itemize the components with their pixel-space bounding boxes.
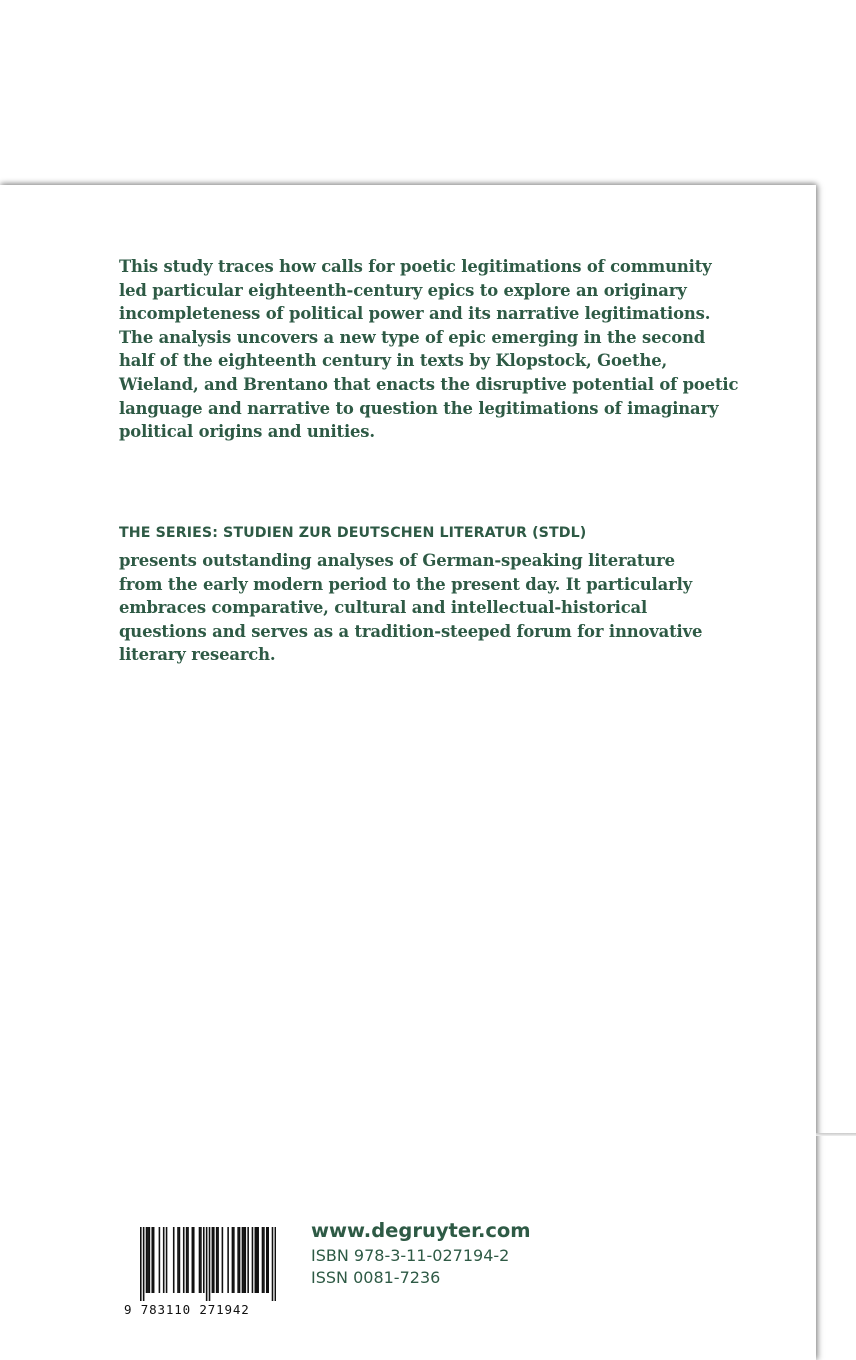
barcode-bar xyxy=(187,1227,189,1293)
page-edge-line xyxy=(816,1133,856,1136)
barcode-bar xyxy=(213,1227,215,1293)
barcode-bar xyxy=(179,1227,181,1293)
barcode-bar xyxy=(256,1227,258,1293)
top-background xyxy=(0,0,856,185)
barcode-bar xyxy=(209,1227,211,1301)
barcode-bar xyxy=(166,1227,168,1293)
barcode-bar xyxy=(262,1227,264,1293)
barcode-bar xyxy=(239,1227,241,1293)
barcode-bar xyxy=(232,1227,234,1293)
barcode-bar xyxy=(266,1227,268,1293)
barcode-bars xyxy=(140,1227,276,1301)
barcode-bar xyxy=(275,1227,276,1301)
barcode-bar xyxy=(252,1227,254,1293)
barcode-bar xyxy=(255,1227,257,1293)
barcode-bar xyxy=(216,1227,218,1293)
barcode-bar xyxy=(149,1227,151,1293)
barcode-bar xyxy=(272,1227,274,1301)
barcode-bar xyxy=(183,1227,185,1293)
barcode-bar xyxy=(217,1227,219,1293)
barcode-bar xyxy=(177,1227,179,1293)
barcode-bar xyxy=(242,1227,244,1293)
barcode-bar xyxy=(212,1227,214,1293)
barcode-bar xyxy=(146,1227,148,1293)
barcode-bar xyxy=(140,1227,142,1301)
barcode-bar xyxy=(267,1227,269,1293)
barcode-bar xyxy=(257,1227,259,1293)
barcode-bar xyxy=(237,1227,239,1293)
barcode-bar xyxy=(227,1227,229,1293)
barcode-bar xyxy=(192,1227,194,1293)
isbn-number: ISBN 978-3-11-027194-2 xyxy=(311,1246,510,1265)
barcode-bar xyxy=(143,1227,145,1301)
book-description: This study traces how calls for poetic legitimations of community led particular eighteenth-century epics to explore an originary incompleteness of political power and its narrative legitimations. The analysis uncovers a new type of epic emerging in the second half of the eighteenth century in texts by Klopstock, Goethe, Wieland, and Brentano that enacts the disruptive potential of poetic language and narrative to question the legitimations of imaginary political origins and unities. xyxy=(119,257,739,442)
series-heading: THE SERIES: STUDIEN ZUR DEUTSCHEN LITERATUR (STDL) xyxy=(119,525,587,541)
barcode-bar xyxy=(193,1227,195,1293)
barcode-bar xyxy=(186,1227,188,1293)
barcode-bar xyxy=(151,1227,153,1293)
barcode-bar xyxy=(173,1227,175,1293)
barcode-bar xyxy=(247,1227,249,1293)
barcode-bar xyxy=(243,1227,245,1293)
barcode-bar xyxy=(222,1227,224,1293)
issn-number: ISSN 0081-7236 xyxy=(311,1268,441,1287)
isbn-barcode xyxy=(124,1227,276,1319)
barcode-bar xyxy=(263,1227,265,1293)
barcode-bar xyxy=(200,1227,202,1293)
barcode-bar xyxy=(199,1227,201,1293)
publisher-url[interactable]: www.degruyter.com xyxy=(311,1219,531,1242)
barcode-bar xyxy=(153,1227,155,1293)
barcode-bar xyxy=(233,1227,235,1293)
barcode-bar xyxy=(206,1227,208,1301)
barcode-bar xyxy=(203,1227,205,1293)
barcode-bar xyxy=(163,1227,165,1293)
barcode-bar xyxy=(159,1227,161,1293)
barcode-bar xyxy=(245,1227,247,1293)
barcode-bar xyxy=(147,1227,149,1293)
barcode-digits: 9 783110 271942 xyxy=(124,1302,250,1317)
series-description: presents outstanding analyses of German-speaking literature from the early modern period to the present day. It particularly embraces comparative, cultural and intellectual-historical questions and serves as a tradition-steeped forum for innovative literary research. xyxy=(119,551,703,665)
